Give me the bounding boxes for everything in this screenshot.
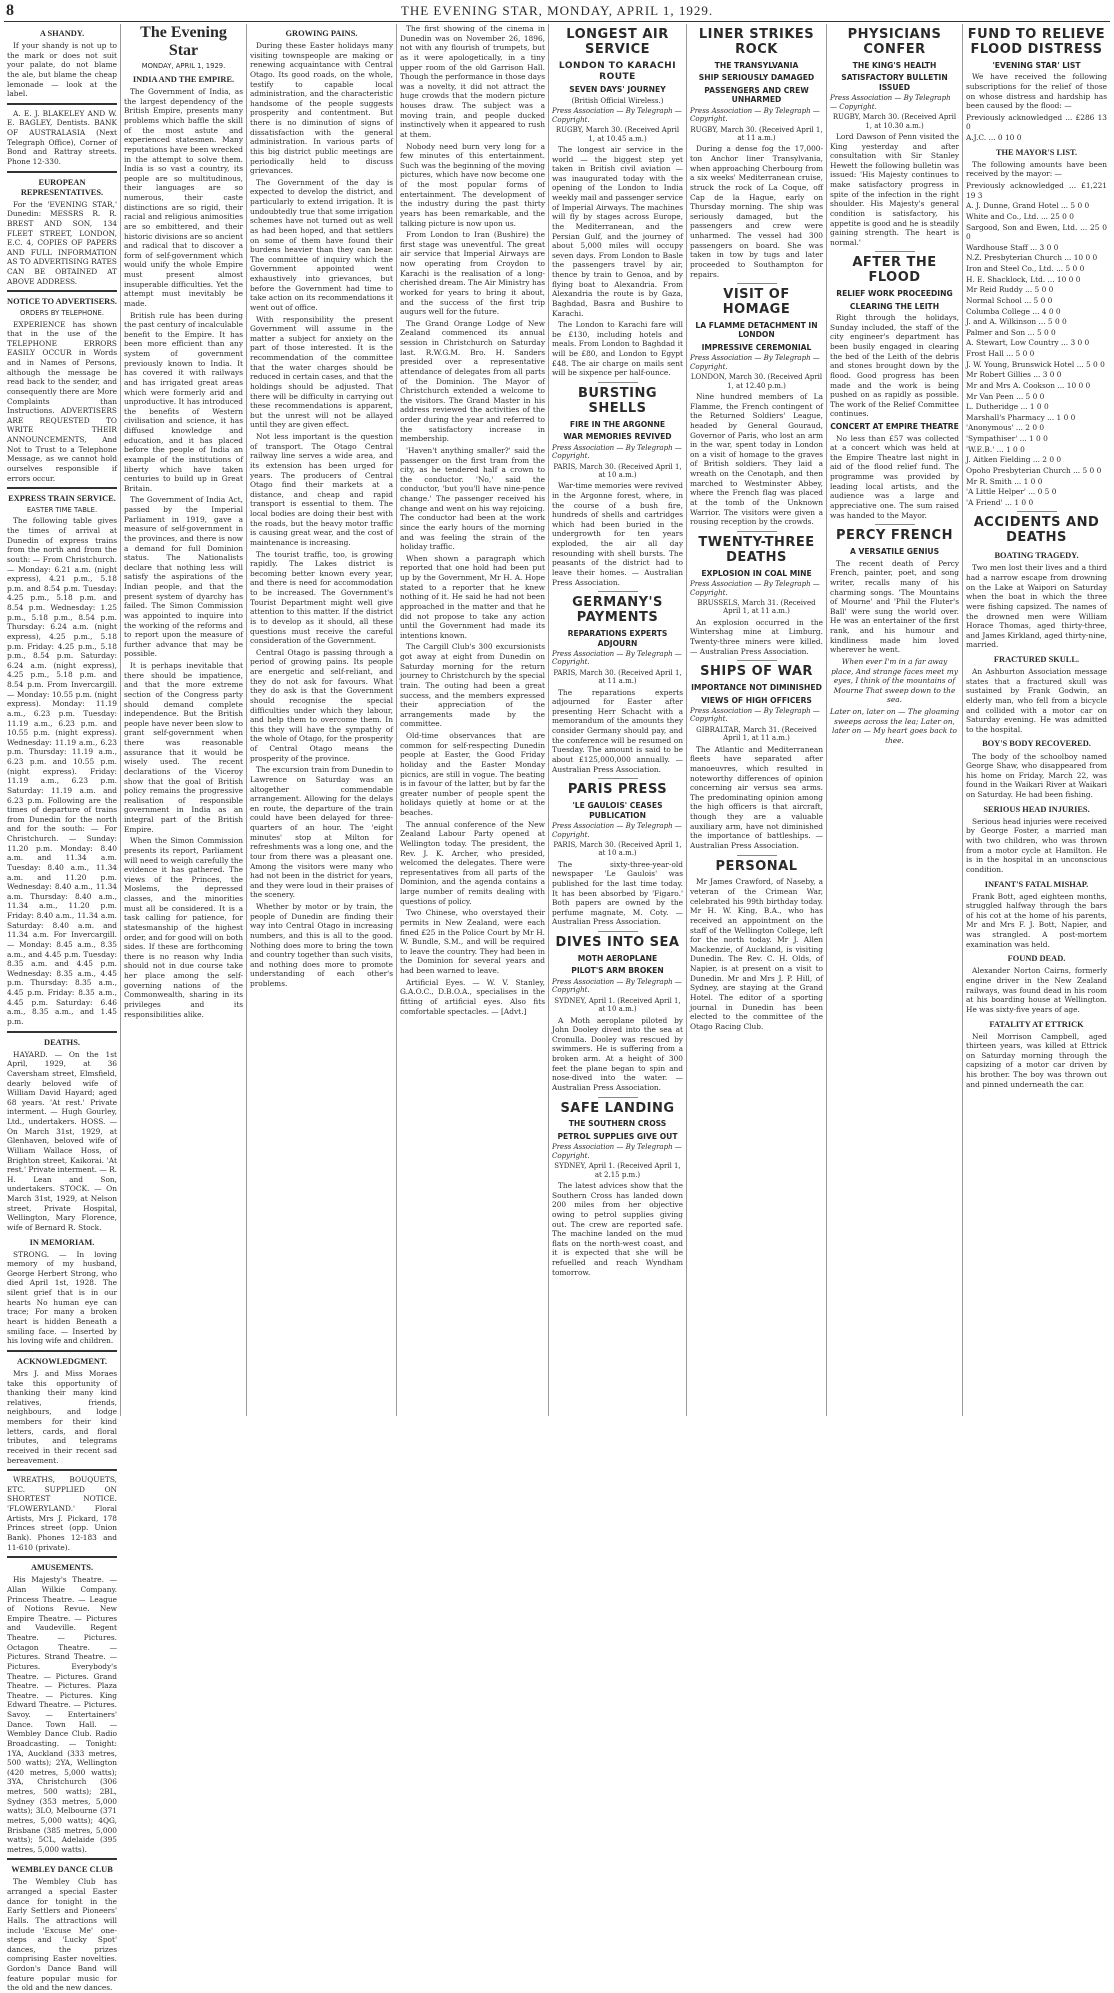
liner-subhead-2: SHIP SERIOUSLY DAMAGED	[698, 73, 815, 83]
press-credit: Press Association — By Telegraph — Copyright.	[690, 106, 820, 124]
liner-headline: LINER STRIKES ROCK	[698, 27, 815, 57]
article-paragraph: An Ashburton Association message states that a fractured skull was sustained by Frank Godwin, an elderly man, who fell from a bicycle and collided with a motor car on Saturday evening. He was admitted to the hospital.	[966, 667, 1107, 734]
wembley-text: The Wembley Club has arranged a special Easter dance for tonight in the Early Settlers and Pioneers' Halls. The attractions will include 'Excuse Me' one-steps and 'Lucky Spot' dances, the prizes comprising Easter novelties. Gordon's Dance Band will feature popular music for the old and the new dances.	[7, 1877, 117, 1993]
after-flood-subhead-2: CLEARING THE LEITH	[849, 301, 940, 311]
air-service-subhead: LONDON TO KARACHI ROUTE	[558, 60, 677, 82]
divider	[7, 171, 117, 173]
skull-title: FRACTURED SKULL.	[993, 655, 1080, 665]
press-credit: Press Association — By Telegraph — Copyright.	[552, 977, 682, 995]
list-item: Iron and Steel Co., Ltd. ... 5 0 0	[966, 264, 1085, 274]
dateline: RUGBY, March 30. (Received April 1, at 11 a.m.)	[690, 125, 823, 142]
dateline: SYDNEY, April 1. (Received April 1, at 10 a.m.)	[554, 996, 681, 1014]
euro-reps-title: EUROPEAN REPRESENTATIVES.	[20, 177, 104, 197]
article-paragraph: Lord Dawson of Penn visited the King yesterday and after consultation with Sir Stanley Hewett the following bulletin was issued: 'His Majesty continues to make satisfactory progress in spite of the infection in the right shoulder. His Majesty's general condition is satisfactory, his appetite is good and he is steadily gaining strength. The heart is normal.'	[830, 131, 959, 247]
safe-landing-subhead: THE SOUTHERN CROSS	[568, 1119, 667, 1129]
dateline: PARIS, March 30. (Received April 1, at 10 a.m.)	[553, 462, 682, 479]
notice-title: NOTICE TO ADVERTISERS.	[7, 297, 117, 307]
after-flood-subhead: RELIEF WORK PROCEEDING	[836, 289, 953, 299]
dateline: RUGBY, March 30. (Received April 1, at 10.30 a.m.)	[832, 113, 957, 130]
list-item: Previously acknowledged ... £286 13 0	[966, 112, 1107, 132]
amusements-title: AMUSEMENTS.	[30, 1563, 94, 1573]
percy-french-subhead: A VERSATILE GENIUS	[849, 547, 940, 557]
divider	[7, 1350, 117, 1352]
divider	[7, 1556, 117, 1558]
press-credit: Press Association — By Telegraph — Copyright.	[830, 94, 951, 111]
liner-subhead: THE TRANSYLVANIA	[714, 60, 799, 70]
column-lists	[962, 24, 1110, 1416]
divider	[7, 1469, 117, 1471]
article-paragraph: Central Otago is passing through a period of growing pains. Its people are energetic and self-reliant, and they do not ask for favours. What they do ask is that the Government should recognise the special difficulties under which they labour, and help them to overcome them. In this they will have the sympathy of the whole of Otago, for the prosperity of Central Otago means the prosperity of the province.	[250, 647, 393, 763]
wireless-note: (British Official Wireless.)	[571, 96, 664, 105]
list-item: J. W. Young, Brunswick Hotel ... 5 0 0	[966, 359, 1105, 369]
boating-title: BOATING TRAGEDY.	[994, 551, 1079, 561]
accidents-headline: ACCIDENTS AND DEATHS	[973, 515, 1100, 546]
article-paragraph: No less than £57 was collected at a concert which was held at the Empire Theatre last night in aid of the flood relief fund. The programme was provided by leading local artists, and the audience was a large and appreciative one. The sum raised was handed to the Mayor.	[830, 433, 959, 520]
safe-landing-subhead-2: PETROL SUPPLIES GIVE OUT	[557, 1131, 678, 1141]
homage-subhead: LA FLAMME DETACHMENT IN LONDON	[695, 321, 818, 340]
growing-pains-title: GROWING PAINS.	[285, 29, 358, 38]
divider	[737, 531, 777, 532]
express-title: EXPRESS TRAIN SERVICE.	[8, 494, 116, 504]
article-paragraph: Not less important is the question of transport. The Otago Central railway line serves a wide area, and its extension has been urged for years. The producers of Central Otago find their markets at a distance, and cheap and rapid transport is essential to them. The local bodies are doing their best with the roads, but the heavy motor traffic is causing great wear, and the cost of maintenance is increasing.	[250, 432, 393, 547]
article-paragraph: A Moth aeroplane piloted by John Dooley dived into the sea at Cronulla. Dooley was rescued by swimmers. He is suffering from a broken arm. At a height of 300 feet the plane began to spin and nose-dived into the water. — Australian Press Association.	[552, 1015, 683, 1092]
article-paragraph: Neil Morrison Campbell, aged thirteen years, was killed at Ettrick on Saturday morning through the capsizing of a motor car driven by his brother. The boy was thrown out and pinned underneath the car.	[966, 1031, 1107, 1089]
note-paragraph: From London to Iran (Bushire) the first stage was uneventful. The great air service that Imperial Airways are now operating from Croydon to Karachi is the realisation of a long-cherished dream. The Air Ministry has worked for years to bring it about, and the success of the first trip augurs well for the future.	[400, 230, 545, 317]
ack-text: Mrs J. and Miss Moraes take this opportunity of thanking their many kind relatives, friends, neighbours, and lodge members for their kind letters, cards, and floral tributes, and telegrams received in their recent sad bereavement.	[7, 1368, 117, 1465]
after-flood-headline: AFTER THE FLOOD	[852, 255, 937, 286]
fund-intro: We have received the following subscriptions for the relief of those on whose distress and hardship has been caused by the flood: —	[966, 72, 1107, 111]
memoriam-title: IN MEMORIAM.	[29, 1237, 95, 1247]
shells-subhead-2: WAR MEMORIES REVIVED	[563, 432, 672, 442]
ack-title: ACKNOWLEDGMENT.	[17, 1356, 107, 1366]
shells-subhead: FIRE IN THE ARGONNE	[569, 419, 666, 429]
press-credit: Press Association — By Telegraph — Copyright.	[690, 354, 820, 371]
article-paragraph: The body of the schoolboy named George Shaw, who disappeared from his home on Friday, March 22, was found in the Waikari River at Waikari on Saturday. He had been fishing.	[966, 751, 1107, 800]
deaths-text: HAYARD. — On the 1st April, 1929, at 36 Caversham street, Elmsfield, dearly beloved wife of William David Hayard; aged 68 years. 'At rest.' Private interment. — Hugh Gourley, Ltd., undertakers. HOSS. — On March 31st, 1929, at Glenhaven, beloved wife of William Wallace Hoss, of Brighton street, Kaikorai. 'At rest.' Private interment. — R. H. Lean and Son, undertakers. STOCK. — On March 31st, 1929, at Nelson street, Private Hospital, Wellington, Mary Florence, wife of Bernard R. Stock.	[7, 1049, 118, 1232]
list-item: L. Dutheridge ... 1 0 0	[966, 402, 1049, 412]
percy-french-headline: PERCY FRENCH	[836, 528, 953, 544]
article-paragraph: The excursion train from Dunedin to Lawrence on Saturday was an altogether commendable arrangement. Allowing for the delays en route, the departure of the train could have been delayed for three-quarters of an hour. The 'eight minutes' stop at Milton for refreshments was a long one, and the tour from there was a pleasant one. Among the visitors were many who had not been in the district for years, and they were loud in their praises of the scenery.	[250, 765, 394, 900]
list-item: N.Z. Presbyterian Church ... 10 0 0	[966, 253, 1098, 263]
paris-press-headline: PARIS PRESS	[567, 782, 668, 798]
twenty-three-deaths-headline: TWENTY-THREE DEATHS	[698, 534, 815, 565]
dives-subhead: MOTH AEROPLANE	[577, 954, 658, 963]
mayor-intro: The following amounts have been received by the mayor: —	[966, 159, 1107, 179]
article-paragraph: The recent death of Percy French, painter, poet, and song writer, recalls many of his charming songs. 'The Mountains of Mourne' and 'Phil the Fluter's Ball' were sung the world over. He was an entertainer of the first rank, and his humour and kindliness made him loved wherever he went.	[830, 558, 959, 655]
list-item: White and Co., Ltd. ... 25 0 0	[966, 211, 1074, 221]
safe-landing-headline: SAFE LANDING	[560, 1100, 675, 1116]
physicians-subhead-2: SATISFACTORY BULLETIN ISSUED	[841, 73, 948, 92]
article-paragraph: The Government of the day is expected to develop the district, and particularly to extend irrigation. It is undoubtedly true that some irrigation schemes have not turned out as well as had been hoped, and that settlers on some of them have found their burdens heavier than they can bear. The committee of inquiry which the Government appointed went exhaustively into grievances, but before the Government had time to take action on its recommendations it went out of office.	[250, 177, 393, 312]
note-paragraph: Artificial Eyes. — W. V. Stanley, G.A.O.C., D.B.O.A., specialises in the fitting of artificial eyes. Also fits comfortable spectacles. — [Advt.]	[400, 977, 545, 1016]
note-paragraph: Old-time observances that are common for self-respecting Dunedin people at Easter, the Good Friday holiday and the Easter Monday picnics, are still in vogue. The beating is in favour of the latter, but by far the greater number of people spent the holidays quietly at home or at the beaches.	[400, 731, 545, 817]
page-number: 8	[6, 2, 14, 19]
dateline: LONDON, March 30. (Received April 1, at 12.40 p.m.)	[690, 373, 823, 390]
dateline: RUGBY, March 30. (Received April 1, at 10.45 a.m.)	[555, 126, 680, 143]
press-credit: Press Association — By Telegraph — Copyright.	[690, 580, 820, 597]
divider	[598, 931, 638, 932]
note-paragraph: Nobody need burn very long for a few minutes of this entertainment. Such was the beginning of the moving pictures, which have now become one of the most popular forms of entertainment. The development of the industry during the past thirty years has been remarkable, and the talking picture is now upon us.	[400, 141, 545, 228]
divider	[1017, 511, 1057, 512]
paris-press-subhead: 'LE GAULOIS' CEASES PUBLICATION	[572, 801, 663, 820]
divider	[598, 382, 638, 383]
air-service-subhead-2: SEVEN DAYS' JOURNEY	[569, 85, 666, 95]
divider	[598, 1097, 638, 1098]
article-paragraph: Right through the holidays, Sunday included, the staff of the city engineer's department has been busily engaged in clearing the bed of the Leith of the debris and stones brought down by the flood. Good progress has been made and the work is being pushed on as rapidly as possible. The work of the Relief Committee continues.	[830, 313, 959, 419]
note-paragraph: 'Haven't anything smaller?' said the passenger on the first tram from the city, as he tendered half a crown to the conductor. 'No,' said the conductor, 'but you'll have nine-pence change.' The passenger received his change and went on his way rejoicing. The conductor had been at the work since the early hours of the morning and was feeling the strain of the holiday traffic.	[400, 445, 545, 552]
express-text: The following table gives the times of arrival at Dunedin of express trains from the north and from the south: — From Christchurch. — Monday: 6.21 a.m. (night express), 4.21 p.m., 5.18 p.m. and 8.54 p.m. Tuesday: 4.25 p.m., 5.18 p.m. and 8.54 p.m. Wednesday: 1.25 p.m., 5.18 p.m., 8.54 p.m. Thursday: 6.24 a.m. (night express), 4.25 p.m., 5.18 p.m. Friday: 4.25 p.m., 5.18 p.m., 8.54 p.m. Saturday: 6.24 a.m. (night express), 4.25 p.m., 5.18 p.m. and 8.54 p.m. From Invercargill. — Monday: 10.55 p.m. (night express). Monday: 11.19 a.m., 6.23 p.m. Tuesday: 11.19 a.m., 6.23 p.m. and 10.55 p.m. (night express). Wednesday: 11.19 a.m., 6.23 p.m. Thursday: 11.19 a.m., 6.23 p.m. and 10.55 p.m. (night express). Friday: 11.19 a.m., 6.23 p.m. Saturday: 11.19 a.m. and 6.23 p.m. Following are the times of departure of trains from Dunedin for the north and for the south: — For Christchurch. — Sunday: 11.20 p.m. Monday: 8.40 a.m. and 11.34 a.m. Tuesday: 8.40 a.m., 11.34 a.m. and 11.20 p.m. Wednesday: 8.40 a.m., 11.34 a.m. Thursday: 8.40 a.m., 11.34 a.m., 11.20 p.m. Friday: 8.40 a.m., 11.34 a.m. Saturday: 8.40 a.m. and 11.34 a.m. For Invercargill. — Monday: 8.45 a.m., 8.35 a.m., and 4.45 p.m. Tuesday: 8.35 a.m. and 4.45 p.m. Wednesday: 8.35 a.m., 4.45 p.m. Thursday: 8.35 a.m., 4.45 p.m. Friday: 8.35 a.m., 4.45 p.m. Saturday: 6.46 a.m., 8.35 a.m., and 1.45 p.m.	[7, 516, 117, 1026]
article-paragraph: Whether by motor or by train, the people of Dunedin are finding their way into Central Otago in increasing numbers, and this is all to the good. Nothing does more to bring the town and country together than such visits, and nothing does more to promote understanding of each other's problems.	[250, 902, 393, 989]
masthead-rule	[4, 21, 1110, 22]
list-item: 'Anonymous' ... 2 0 0	[966, 423, 1045, 433]
column-cables-3	[826, 24, 962, 1416]
germany-subhead: REPARATIONS EXPERTS ADJOURN	[567, 629, 668, 648]
column-cables-1	[548, 24, 686, 1416]
divider	[7, 290, 117, 292]
germany-headline: GERMANY'S PAYMENTS	[572, 595, 663, 626]
fund-headline: FUND TO RELIEVE FLOOD DISTRESS	[967, 27, 1106, 57]
ships-of-war-headline: SHIPS OF WAR	[700, 664, 813, 680]
list-item: Mr R. Smith ... 1 0 0	[966, 476, 1043, 486]
list-item: H. E. Shacklock, Ltd. ... 10 0 0	[966, 274, 1081, 284]
dateline: BRUSSELS, March 31. (Received April 1, at 11 a.m.)	[697, 598, 816, 616]
leader-paragraph: The Government of India Act, passed by the Imperial Parliament in 1919, gave a measure of self-government in the provinces, and there is now a demand for full Dominion status. The Nationalists declare that nothing less will satisfy the aspirations of the Indian people, and that the present system of dyarchy has failed. The Simon Commission was appointed to inquire into the working of the reforms and to report upon the measure of further advance that may be possible.	[124, 495, 243, 659]
dives-headline: DIVES INTO SEA	[555, 935, 680, 951]
article-paragraph: The tourist traffic, too, is growing rapidly. The Lakes district is becoming better known every year, and there is need for accommodation to be increased. The Government's Tourist Department might well give attention to this matter. If the district is to develop as it should, all these questions must receive the careful consideration of the Government.	[250, 549, 393, 646]
article-paragraph: War-time memories were revived in the Argonne forest, where, in the course of a bush fire, hundreds of shells and cartridges which had been buried in the undergrowth for ten years exploded, the air all day resounding with shell bursts. The peasants of the district had to leave their homes. — Australian Press Association.	[552, 481, 683, 587]
leader-title: INDIA AND THE EMPIRE.	[132, 75, 235, 85]
personal-headline: PERSONAL	[715, 858, 798, 874]
express-subtitle: EASTER TIME TABLE.	[26, 506, 98, 515]
list-item: A. J. Dunne, Grand Hotel ... 5 0 0	[966, 201, 1090, 211]
deaths-title: DEATHS.	[44, 1037, 80, 1047]
press-credit: Press Association — By Telegraph — Copyright.	[552, 822, 682, 839]
article-paragraph: The latest advices show that the Southern Cross has landed down 200 miles from her objective owing to petrol supplies giving out. The crew are reported safe. The machine landed on the mud flats on the north-west coast, and it is expected that she will be refuelled and reach Wyndham tomorrow.	[552, 1181, 683, 1277]
shandy-text: If your shandy is not up to the mark or does not suit your palate, do not blame the ale, but blame the cheap lemonade — look at the label.	[7, 41, 117, 99]
paper-title: The Evening Star	[140, 24, 227, 59]
press-credit: Press Association — By Telegraph — Copyright.	[690, 707, 820, 724]
ships-of-war-subhead: IMPORTANCE NOT DIMINISHED	[691, 683, 822, 693]
dives-subhead-2: PILOT'S ARM BROKEN	[571, 966, 664, 976]
article-paragraph: The Atlantic and Mediterranean fleets have separated after manoeuvres, which resulted in noteworthy differences of opinion concerning air versus sea arms. The predominating opinion among the high officers is that aircraft, though they are a valuable auxiliary arm, have not diminished the importance of battleships. — Australian Press Association.	[690, 744, 823, 850]
notice-text: EXPERIENCE has shown that in the use of the TELEPHONE ERRORS EASILY OCCUR in Words and in Names of Persons, although the message be read back to the sender, and consequently there are More Complaints than Instructions. ADVERTISERS ARE REQUESTED TO WRITE THEIR ANNOUNCEMENTS, And Not to Trust to a Telephone Message, as we cannot hold ourselves responsible if errors occur.	[7, 319, 117, 483]
list-item: Normal School ... 5 0 0	[966, 295, 1053, 305]
list-item: J. and A. Wilkinson ... 5 0 0	[966, 317, 1067, 327]
note-paragraph: The Cargill Club's 300 excursionists got away at eight from Dunedin on Saturday morning for the return journey to Christchurch by the special train. The outing had been a great success, and the members expressed their appreciation of the arrangements made by the committee.	[400, 642, 545, 729]
list-item: Mr Reid Ruddy ... 5 0 0	[966, 285, 1054, 295]
article-paragraph: With responsibility the present Government will assume in the matter a subject for anxiety on the part of those interested. It is the recommendation of the committee that the water charges should be reduced in certain cases, and that the holdings should be adjusted. That there will be difficulty in carrying out these recommendations is apparent, but the unrest will not be allayed until they are given effect.	[250, 314, 393, 430]
column-advertisements	[4, 24, 120, 1993]
wreaths-ad: WREATHS, BOUQUETS, ETC. SUPPLIED ON SHORTEST NOTICE. 'FLOWERYLAND.' Floral Artists, Mrs J. Pickard, 178 Princes street (opp. Union Bank). Phones 12-183 and 11-610 (private).	[7, 1475, 117, 1552]
boy-title: BOY'S BODY RECOVERED.	[982, 739, 1091, 749]
note-paragraph: Two Chinese, who overstayed their permits in New Zealand, were each fined £25 in the Police Court by Mr H. W. Bundle, S.M., and will be required to leave the country. They had been in the Dominion for several years and had been warned to leave.	[400, 908, 545, 975]
physicians-subhead: THE KING'S HEALTH	[852, 60, 937, 70]
list-item: 'W.E.B.' ... 1 0 0	[966, 444, 1025, 454]
article-paragraph: An explosion occurred in the Wintershag mine at Limburg. Twenty-three miners were killed. — Australian Press Association.	[690, 617, 823, 656]
paper-date: MONDAY, APRIL 1, 1929.	[141, 62, 226, 70]
divider	[737, 855, 777, 856]
liner-subhead-3: PASSENGERS AND CREW UNHARMED	[704, 85, 809, 105]
article-paragraph: During these Easter holidays many visiting townspeople are making or renewing acquaintance with Central Otago. Its good roads, on the whole, testify to capable local administration, and the characteristic handsome of the people suggests prosperity and contentment. But there is no diminution of signs of dissatisfaction with the general administration. In various parts of this big district public meetings are periodically held to discuss grievances.	[250, 41, 393, 176]
divider	[737, 283, 777, 284]
verse: Later on, later on — The gloaming sweeps across the lea; Later on, later on — My heart goes back to thee.	[830, 707, 959, 745]
ships-of-war-subhead-2: VIEWS OF HIGH OFFICERS	[701, 695, 812, 705]
head-injuries-title: SERIOUS HEAD INJURIES.	[983, 804, 1090, 814]
memoriam-text: STRONG. — In loving memory of my husband, George Herbert Strong, who died April 1st, 1928. The silent grief that is in our hearts No human eye can trace; For many a broken heart is hidden Beneath a smiling face. — Inserted by his loving wife and children.	[7, 1249, 117, 1346]
press-credit: Press Association — By Telegraph — Copyright.	[552, 1143, 682, 1160]
dateline: GIBRALTAR, March 31. (Received April 1, at 11 a.m.)	[696, 725, 817, 743]
notice-subtitle: ORDERS BY TELEPHONE.	[19, 309, 105, 318]
list-item: A. Stewart, Low Country ... 3 0 0	[966, 338, 1090, 348]
divider	[7, 1031, 117, 1033]
note-paragraph: The first showing of the cinema in Dunedin was on November 26, 1896, not with any flourish of trumpets, but as it were apologetically, in a tiny upper room of the old Garrison Hall. Though the performance in those days was a novelty, it did not attract the huge crowds that the modern picture houses draw. The subject was a moving train, and people ducked instinctively when it appeared to rush at them.	[400, 24, 545, 139]
shandy-title: A SHANDY.	[39, 29, 85, 38]
divider	[7, 1858, 117, 1860]
list-item: Previously acknowledged ... £1,221 19 3	[966, 181, 1107, 200]
article-paragraph: The sixty-three-year-old newspaper 'Le Gaulois' was published for the last time today. It has been absorbed by 'Figaro.' Both papers are owned by the perfume magnate, M. Coty. — Australian Press Association.	[552, 859, 683, 927]
article-paragraph: During a dense fog the 17,000-ton Anchor liner Transylvania, when approaching Cherbourg from a six weeks' Mediterranean cruise, struck the rock of La Coque, off Cap de la Hague, early on Thursday morning. The ship was seriously damaged, but the passengers and crew were unharmed. The vessel had 300 passengers on board. She was taken in tow by tugs and later proceeded to Southampton for repairs.	[690, 144, 823, 279]
article-paragraph: Nine hundred members of La Flamme, the French contingent of the Returned Soldiers' League, headed by General Gouraud, Governor of Paris, who lost an arm in the war, spent today in London on a visit of homage to the graves of British soldiers. They laid a wreath on the Cenotaph, and then marched to Westminster Abbey, where the French flag was placed at the tomb of the Unknown Warrior. The visitors were given a rousing reception by the crowds.	[690, 392, 823, 527]
found-dead-title: FOUND DEAD.	[1007, 954, 1066, 964]
mayor-list-title: THE MAYOR'S LIST.	[995, 147, 1078, 157]
list-item: 'Sympathiser' ... 1 0 0	[966, 434, 1048, 444]
press-credit: Press Association — By Telegraph — Copyright.	[552, 650, 682, 667]
article-paragraph: The London to Karachi fare will be £130, including hotels and meals. From London to Baghdad it will be £80, and London to Egypt £48. The air charge on mails sent will be sixpence per half-ounce.	[552, 320, 683, 378]
press-credit: Press Association — By Telegraph — Copyright.	[552, 443, 682, 461]
air-service-headline: LONGEST AIR SERVICE	[566, 27, 669, 57]
leader-paragraph: It is perhaps inevitable that there should be impatience, and that the more extreme section of the Congress party should demand complete independence. But the British people have never been slow to grant self-government when there was reasonable assurance that it would be wisely used. The recent declarations of the Viceroy show that the goal of British policy remains the progressive realisation of responsible government in India as an integral part of the British Empire.	[124, 661, 243, 834]
fund-subhead: 'EVENING STAR' LIST	[992, 60, 1081, 70]
list-item: A.J.C. ... 0 10 0	[966, 133, 1022, 143]
article-paragraph: Mr James Crawford, of Naseby, a veteran of the Crimean War, celebrated his 99th birthday today. Mr H. W. King, B.A., who has received an appointment on the staff of the Wellington College, left for the north today. Mr J. Allen Mackenzie, of Auckland, is visiting Dunedin. The Rev. C. H. Olds, of Napier, is at present on a visit to Dunedin. Mr and Mrs J. P. Hill, of Sydney, are staying at the Grand Hotel. The editor of a sporting journal in Dunedin has been elected to the committee of the Otago Racing Club.	[690, 877, 823, 1031]
homage-headline: VISIT OF HOMAGE	[722, 287, 791, 318]
infant-title: INFANT'S FATAL MISHAP.	[984, 879, 1089, 889]
divider	[598, 778, 638, 779]
column-notes	[396, 24, 548, 1416]
dateline: PARIS, March 30. (Received April 1, at 10 a.m.)	[553, 840, 682, 858]
list-item: 'A Friend' ... 1 0 0	[966, 497, 1034, 507]
list-item: Columba College ... 4 0 0	[966, 306, 1061, 316]
list-item: Frost Hall ... 5 0 0	[966, 349, 1035, 359]
divider	[875, 251, 915, 252]
divider	[737, 660, 777, 661]
leader-paragraph: The Government of India, as the largest dependency of the British Empire, presents many problems which baffle the skill of the most astute and experienced statesmen. Many reputations have been wrecked in the attempt to solve them. India is so vast a country, its people are so multitudinous, their languages are so numerous, their caste distinctions are so rigid, their racial and religious animosities are so embittered, and their historic divisions are so ancient and radical that to discover a form of self-government which would unify the whole Empire must present almost insuperable difficulties. Yet the attempt must inevitably be made.	[124, 87, 243, 308]
list-item: Marshall's Pharmacy ... 1 0 0	[966, 412, 1076, 422]
article-paragraph: The reparations experts adjourned for Easter after presenting Herr Schacht with a memorandum of the amounts they consider Germany should pay, and the conference will be resumed on Tuesday. The amount is said to be about £125,000,000 annually. — Australian Press Association.	[552, 687, 683, 774]
dateline: PARIS, March 30. (Received April 1, at 11 a.m.)	[553, 668, 682, 686]
list-item: J. Aitken Fielding ... 2 0 0	[966, 455, 1062, 465]
twenty-three-deaths-subhead: EXPLOSION IN COAL MINE	[701, 568, 812, 578]
divider	[7, 103, 117, 105]
note-paragraph: When shown a paragraph which reported that one hold had been put up by the Government, Mr H. A. Hope stated to a reporter that he knew nothing of it. He said he had not been approached in the matter and that he did not propose to take any action until the Government had made its intentions known.	[400, 553, 545, 640]
column-cables-2	[686, 24, 826, 1416]
divider	[598, 591, 638, 592]
mayor-list	[966, 181, 1107, 507]
list-item: Sargood, Son and Ewen, Ltd. ... 25 0 0	[966, 222, 1107, 242]
shells-headline: BURSTING SHELLS	[577, 385, 658, 416]
verse: When ever I'm in a far away place, And strange faces meet my eyes, I think of the mountains of Mourne That sweep down to the sea.	[831, 656, 958, 705]
list-item: 'A Little Helper' ... 0 5 0	[966, 487, 1057, 497]
column-leader	[120, 24, 246, 1416]
leader-paragraph: When the Simon Commission presents its report, Parliament will need to weigh carefully the evidence it has gathered. The views of the Princes, the Moslems, the depressed classes, and the minorities must all be considered. It is a task calling for patience, for statesmanship of the highest order, and for good will on both sides. If these are forthcoming there is no reason why India should not in due course take her place among the self-governing nations of the Commonwealth, sharing in its privileges and its responsibilities alike.	[124, 836, 243, 1019]
article-paragraph: Frank Bott, aged eighteen months, struggled halfway through the bars of his cot at the home of his parents, Mr and Mrs F. J. Bott, Napier, and was strangled. A post-mortem examination was held.	[966, 891, 1107, 949]
divider	[875, 524, 915, 525]
homage-subhead-2: IMPRESSIVE CEREMONIAL	[701, 342, 812, 352]
column-growing-pains	[246, 24, 396, 1416]
concert-subhead: CONCERT AT EMPIRE THEATRE	[830, 422, 959, 432]
note-paragraph: The Grand Orange Lodge of New Zealand commenced its annual session in Christchurch on Saturday last. R.W.G.M. Bro. H. Sanders presided over a representative attendance of delegates from all parts of the Dominion. The Mayor of Christchurch extended a welcome to the visitors. The Grand Master in his address reviewed the activities of the order during the year and referred to the satisfactory increase in membership.	[400, 318, 545, 444]
masthead	[0, 0, 1114, 20]
article-paragraph: The longest air service in the world — the biggest step yet taken in British civil aviation — was inaugurated today with the opening of the London to India weekly mail and passenger service of Imperial Airways. The machines will fly by stages across Europe, the Mediterranean, and the Persian Gulf, and the journey of about 5,000 miles will occupy seven days. From London to Basle the passengers travel by air, thence by train to Genoa, and by flying boat to Alexandria. From Alexandria the route is by Gaza, Baghdad, Basra and Bushire to Karachi.	[552, 144, 683, 318]
article-paragraph: Two men lost their lives and a third had a narrow escape from drowning on the Lake at Waipori on Saturday when the boat in which the three were fishing capsized. The names of the drowned men were William Horace Thomas, aged thirty-three, and James Kirkland, aged thirty-nine, married.	[966, 563, 1107, 650]
ettrick-title: FATALITY AT ETTRICK	[989, 1019, 1084, 1029]
blakeley-ad: A. E. J. BLAKELEY AND W. E. BAGLEY, Dentists. BANK OF AUSTRALASIA (Next Telegraph Office), Corner of Bond and Rattray streets. Phone 12-330.	[7, 108, 117, 166]
dateline: SYDNEY, April 1. (Received April 1, at 2.15 p.m.)	[554, 1162, 681, 1179]
list-item: Mr Van Peen ... 5 0 0	[966, 391, 1045, 401]
note-paragraph: The annual conference of the New Zealand Labour Party opened at Wellington today. The president, the Rev. J. K. Archer, who presided, welcomed the delegates. There were representatives from all parts of the Dominion, and the agenda contains a large number of remits dealing with questions of policy.	[400, 819, 545, 906]
list-item: Wardhouse Staff ... 3 0 0	[966, 242, 1059, 252]
leader-paragraph: British rule has been during the past century of incalculable benefit to the Empire. It has been more efficient than any system of government previously known to India. It has covered it with railways and has irrigated great areas which were formerly arid and unproductive. It has introduced the benefits of Western civilisation and science, it has diffused knowledge and education, and it has placed before the people of India an example of the institutions of liberty which have taken centuries to build up in Great Britain.	[124, 310, 243, 493]
wembley-title: WEMBLEY DANCE CLUB	[11, 1865, 113, 1875]
list-item: Mr Robert Gillies ... 3 0 0	[966, 370, 1062, 380]
article-paragraph: Serious head injuries were received by George Foster, a married man with two children, who was thrown from a motor cycle at Hamilton. He is in the hospital in an unconscious condition.	[966, 816, 1107, 874]
euro-reps-text: For the 'EVENING STAR,' Dunedin: MESSRS R. R. BREST AND SON, 134 FLEET STREET, LONDON, E.C. 4, COPIES OF PAPERS AND FULL INFORMATION AS TO ADVERTISING RATES CAN BE OBTAINED AT ABOVE ADDRESS.	[7, 199, 117, 286]
list-item: Mr and Mrs A. Cookson ... 10 0 0	[966, 380, 1091, 390]
amusements-text: His Majesty's Theatre. — Allan Wilkie Company. Princess Theatre. — League of Notions Revue. New Empire Theatre. — Pictures and Vaudeville. Regent Theatre. — Pictures. Octagon Theatre. — Pictures. Strand Theatre. — Pictures. Everybody's Theatre. — Pictures. Grand Theatre. — Pictures. Plaza Theatre. — Pictures. King Edward Theatre. — Pictures. Savoy. — Entertainers' Dance. Town Hall. — Wembley Dance Club. Radio Broadcasting. — Tonight: 1YA, Auckland (333 metres, 500 watts); 2YA, Wellington (420 metres, 5,000 watts); 3YA, Christchurch (306 metres, 500 watts); 2BL, Sydney (353 metres, 5,000 watts); 3LO, Melbourne (371 metres, 5,000 watts); 4QG, Brisbane (385 metres, 5,000 watts); 5CL, Adelaide (395 metres, 5,000 watts).	[7, 1575, 117, 1854]
list-item: Palmer and Son ... 5 0 0	[966, 327, 1056, 337]
article-paragraph: Alexander Norton Cairns, formerly engine driver in the New Zealand railways, was found dead in his room at his boarding house at Wellington. He was sixty-five years of age.	[966, 966, 1107, 1014]
press-credit: Press Association — By Telegraph — Copyright.	[552, 107, 682, 124]
list-item: Opoho Presbyterian Church ... 5 0 0	[966, 465, 1102, 475]
physicians-headline: PHYSICIANS CONFER	[847, 27, 942, 57]
divider	[7, 487, 117, 489]
masthead-title: THE EVENING STAR, MONDAY, APRIL 1, 1929.	[400, 3, 714, 18]
